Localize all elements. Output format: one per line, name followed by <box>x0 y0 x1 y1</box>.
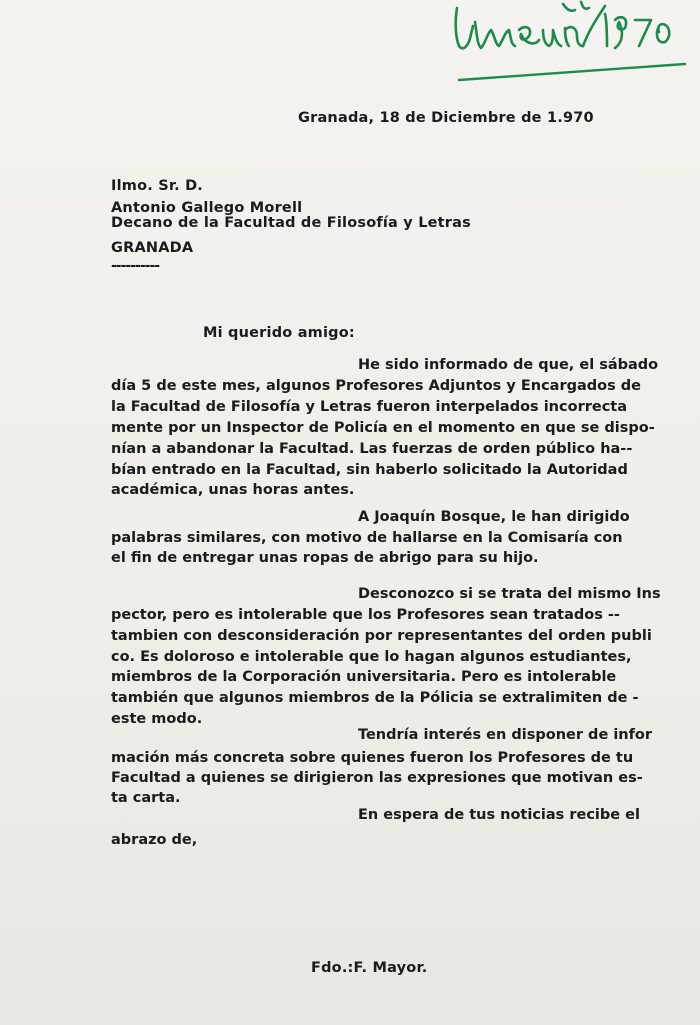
recipient-title: Ilmo. Sr. D. <box>111 178 204 194</box>
recipient-underline: ---------- <box>111 258 160 274</box>
recipient-name: Antonio Gallego Morell <box>111 200 303 216</box>
paragraph-4-line: ta carta. <box>111 790 181 806</box>
recipient-position: Decano de la Facultad de Filosofía y Letras <box>111 215 471 231</box>
date-line: Granada, 18 de Diciembre de 1.970 <box>298 110 594 126</box>
salutation: Mi querido amigo: <box>203 325 355 341</box>
closing-line: En espera de tus noticias recibe el <box>358 807 640 823</box>
paragraph-1-line: académica, unas horas antes. <box>111 482 355 498</box>
signature: Fdo.:F. Mayor. <box>311 960 428 976</box>
paragraph-3-line: pector, pero es intolerable que los Profesores sean tratados -- <box>111 607 620 623</box>
paragraph-1-line: la Facultad de Filosofía y Letras fueron interpelados incorrecta <box>111 399 628 415</box>
paragraph-2-line: A Joaquín Bosque, le han dirigido <box>358 509 630 525</box>
paragraph-3-line: Desconozco si se trata del mismo Ins <box>358 586 661 602</box>
paragraph-3-line: este modo. <box>111 711 203 727</box>
recipient-city: GRANADA <box>111 240 194 256</box>
paragraph-3-line: miembros de la Corporación universitaria. Pero es intolerable <box>111 669 617 685</box>
paragraph-3-line: tambien con desconsideración por representantes del orden publi <box>111 628 652 644</box>
paragraph-3-line: también que algunos miembros de la Pólicia se extralimiten de - <box>111 690 639 706</box>
handwritten-annotation <box>445 0 690 90</box>
paragraph-1-line: mente por un Inspector de Policía en el momento en que se dispo- <box>111 420 655 436</box>
paragraph-4-line: Tendría interés en disponer de infor <box>358 727 653 743</box>
paragraph-1-line: día 5 de este mes, algunos Profesores Adjuntos y Encargados de <box>111 378 641 394</box>
paragraph-1-line: He sido informado de que, el sábado <box>358 357 659 373</box>
paragraph-1-line: bían entrado en la Facultad, sin haberlo solicitado la Autoridad <box>111 462 628 478</box>
paragraph-3-line: co. Es doloroso e intolerable que lo hagan algunos estudiantes, <box>111 649 632 665</box>
paragraph-1-line: nían a abandonar la Facultad. Las fuerzas de orden público ha-- <box>111 441 633 457</box>
paragraph-4-line: Facultad a quienes se dirigieron las expresiones que motivan es- <box>111 770 643 786</box>
paragraph-2-line: el fin de entregar unas ropas de abrigo para su hijo. <box>111 550 539 566</box>
paragraph-4-line: mación más concreta sobre quienes fueron los Profesores de tu <box>111 750 634 766</box>
closing-line: abrazo de, <box>111 832 198 848</box>
paragraph-2-line: palabras similares, con motivo de hallarse en la Comisaría con <box>111 530 623 546</box>
